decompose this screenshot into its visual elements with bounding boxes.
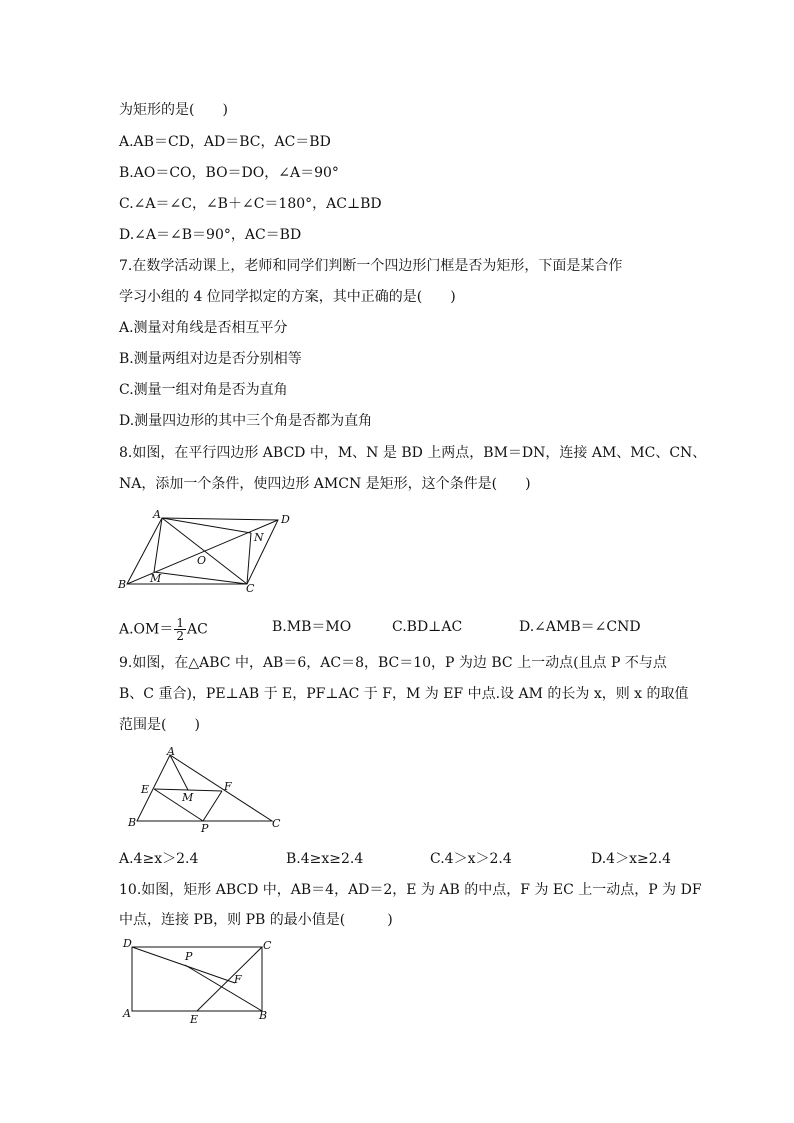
q9-option-c: C.4＞x＞2.4 bbox=[430, 851, 512, 867]
q8-parallelogram-figure bbox=[110, 508, 300, 596]
q10-rectangle-abcd bbox=[132, 947, 262, 1011]
q9-label-f: F bbox=[224, 780, 232, 793]
q6-option-a: A.AB＝CD，AD＝BC，AC＝BD bbox=[119, 134, 331, 150]
q7-option-b: B.测量两组对边是否分别相等 bbox=[119, 351, 302, 367]
fraction-numerator: 1 bbox=[176, 616, 185, 630]
q10-stem-line2: 中点，连接 PB，则 PB 的最小值是( ) bbox=[119, 912, 393, 928]
q7-stem-line1: 7.在数学活动课上，老师和同学们判断一个四边形门框是否为矩形，下面是某合作 bbox=[119, 258, 623, 274]
q8-label-m: M bbox=[150, 572, 162, 585]
q8-option-a-prefix: A.OM＝ bbox=[119, 621, 174, 638]
q10-segment-df bbox=[132, 947, 235, 983]
q8-option-b: B.MB＝MO bbox=[272, 619, 352, 635]
q9-label-b: B bbox=[128, 816, 137, 829]
q6-option-b: B.AO＝CO，BO＝DO，∠A＝90° bbox=[119, 165, 339, 181]
q10-rectangle-figure bbox=[115, 935, 280, 1027]
q9-option-a: A.4≥x＞2.4 bbox=[119, 851, 199, 867]
q6-option-c: C.∠A＝∠C，∠B＋∠C＝180°，AC⊥BD bbox=[119, 196, 382, 212]
q10-segment-pb bbox=[185, 965, 262, 1011]
q8-option-a-fraction bbox=[174, 617, 186, 642]
q10-label-a: A bbox=[123, 1007, 131, 1020]
q8-option-a bbox=[119, 617, 208, 642]
q9-label-c: C bbox=[272, 817, 281, 830]
q8-label-d: D bbox=[281, 513, 290, 526]
q8-option-a-suffix: AC bbox=[187, 621, 208, 638]
q9-label-p: P bbox=[201, 822, 209, 835]
q9-stem-line3: 范围是( ) bbox=[119, 717, 200, 733]
q10-label-e: E bbox=[190, 1013, 199, 1026]
q8-label-c: C bbox=[246, 582, 255, 595]
q8-diagonal-ac bbox=[162, 518, 247, 584]
fraction-denominator: 2 bbox=[176, 629, 185, 643]
q9-label-a: A bbox=[167, 745, 175, 758]
q9-label-m: M bbox=[182, 791, 194, 804]
q8-segment-na bbox=[162, 518, 251, 533]
q8-stem-line1: 8.如图，在平行四边形 ABCD 中，M、N 是 BD 上两点，BM＝DN，连接 AM、MC、CN、 bbox=[119, 445, 707, 461]
q9-triangle-figure bbox=[120, 745, 290, 837]
q10-stem-line1: 10.如图，矩形 ABCD 中，AB＝4，AD＝2，E 为 AB 的中点，F 为 EC 上一动点，P 为 DF bbox=[119, 882, 702, 898]
q8-option-d: D.∠AMB＝∠CND bbox=[519, 619, 641, 635]
q7-option-a: A.测量对角线是否相互平分 bbox=[119, 320, 288, 336]
q9-segment-pf bbox=[203, 791, 222, 821]
q9-stem-line1: 9.如图，在△ABC 中，AB＝6，AC＝8，BC＝10，P 为边 BC 上一动点(且点 P 不与点 bbox=[119, 655, 667, 671]
q8-label-n: N bbox=[254, 531, 264, 544]
q9-triangle-abc bbox=[137, 755, 272, 821]
q6-option-d: D.∠A＝∠B＝90°，AC＝BD bbox=[119, 227, 302, 243]
q9-label-e: E bbox=[141, 783, 150, 796]
q7-stem-line2: 学习小组的 4 位同学拟定的方案，其中正确的是( ) bbox=[119, 289, 456, 305]
q8-stem-line2: NA，添加一个条件，使四边形 AMCN 是矩形，这个条件是( ) bbox=[119, 476, 531, 492]
q9-option-b: B.4≥x≥2.4 bbox=[286, 851, 364, 867]
q8-label-o: O bbox=[197, 554, 207, 567]
q10-label-b: B bbox=[259, 1009, 268, 1022]
q7-option-c: C.测量一组对角是否为直角 bbox=[119, 382, 288, 398]
q10-label-d: D bbox=[123, 937, 132, 950]
q10-label-c: C bbox=[263, 939, 272, 952]
q8-option-c: C.BD⊥AC bbox=[392, 619, 463, 635]
q7-option-d: D.测量四边形的其中三个角是否都为直角 bbox=[119, 413, 373, 429]
q10-label-f: F bbox=[234, 973, 242, 986]
q6-stem-end: 为矩形的是( ) bbox=[119, 102, 228, 118]
q10-label-p: P bbox=[185, 950, 193, 963]
q8-label-b: B bbox=[118, 578, 127, 591]
q9-option-d: D.4＞x≥2.4 bbox=[591, 851, 671, 867]
q9-stem-line2: B、C 重合)，PE⊥AB 于 E，PF⊥AC 于 F，M 为 EF 中点.设 AM 的长为 x，则 x 的取值 bbox=[119, 686, 689, 702]
q10-segment-ec bbox=[197, 947, 262, 1011]
q8-label-a: A bbox=[153, 508, 161, 521]
q9-segment-ep bbox=[154, 789, 203, 821]
